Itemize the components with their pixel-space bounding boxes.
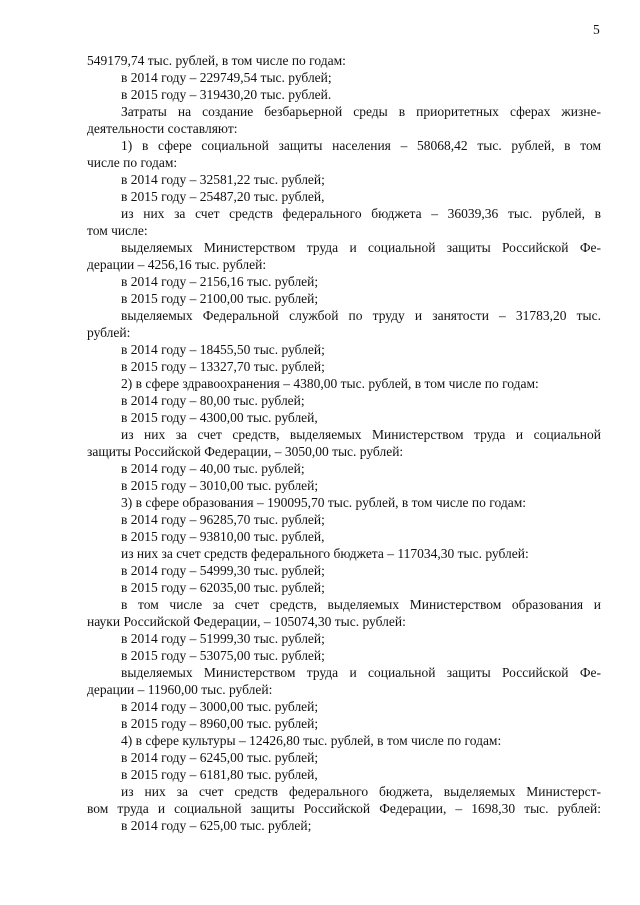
text-line: в 2015 году – 3010,00 тыс. рублей; bbox=[121, 478, 319, 493]
text-line: в 2014 году – 96285,70 тыс. рублей; bbox=[121, 512, 325, 527]
text-line: в 2015 году – 25487,20 тыс. рублей, bbox=[121, 189, 325, 204]
text-line: том числе: bbox=[87, 223, 148, 238]
text-line: числе по годам: bbox=[87, 155, 178, 170]
text-line: в 2014 году – 229749,54 тыс. рублей; bbox=[121, 70, 332, 85]
text-line: в 2014 году – 54999,30 тыс. рублей; bbox=[121, 563, 325, 578]
text-line: в 2014 году – 6245,00 тыс. рублей; bbox=[121, 750, 319, 765]
text-line: 549179,74 тыс. рублей, в том числе по годам: bbox=[87, 53, 346, 68]
text-line: в 2014 году – 40,00 тыс. рублей; bbox=[121, 461, 305, 476]
text-line: защиты Российской Федерации, – 3050,00 тыс. рублей: bbox=[87, 444, 404, 459]
text-line: в 2014 году – 18455,50 тыс. рублей; bbox=[121, 342, 325, 357]
text-line: в 2014 году – 3000,00 тыс. рублей; bbox=[121, 699, 319, 714]
text-line: в 2014 году – 625,00 тыс. рублей; bbox=[121, 818, 312, 833]
text-line: вом труда и социальной защиты Российской Федерации, – 1698,30 тыс. рублей: bbox=[87, 801, 601, 816]
text-line: дерации – 11960,00 тыс. рублей: bbox=[87, 682, 273, 697]
text-line: из них за счет средств федерального бюджета – 36039,36 тыс. рублей, в bbox=[121, 206, 601, 221]
text-line: 4) в сфере культуры – 12426,80 тыс. рублей, в том числе по годам: bbox=[121, 733, 502, 748]
text-line: 1) в сфере социальной защиты населения – 58068,42 тыс. рублей, в том bbox=[121, 138, 601, 153]
text-line: науки Российской Федерации, – 105074,30 тыс. рублей: bbox=[87, 614, 406, 629]
text-line: в 2015 году – 13327,70 тыс. рублей; bbox=[121, 359, 325, 374]
text-line: в 2015 году – 6181,80 тыс. рублей, bbox=[121, 767, 318, 782]
text-line: Затраты на создание безбарьерной среды в приоритетных сферах жизне- bbox=[121, 104, 601, 119]
text-line: в 2015 году – 53075,00 тыс. рублей; bbox=[121, 648, 325, 663]
text-line: из них за счет средств, выделяемых Министерством труда и социальной bbox=[121, 427, 601, 442]
text-line: в 2015 году – 4300,00 тыс. рублей, bbox=[121, 410, 318, 425]
text-line: в 2015 году – 8960,00 тыс. рублей; bbox=[121, 716, 319, 731]
text-line: в 2014 году – 80,00 тыс. рублей; bbox=[121, 393, 305, 408]
text-line: деятельности составляют: bbox=[87, 121, 238, 136]
text-line: выделяемых Министерством труда и социальной защиты Российской Фе- bbox=[121, 240, 601, 255]
text-line: в 2015 году – 62035,00 тыс. рублей; bbox=[121, 580, 325, 595]
text-line: выделяемых Федеральной службой по труду и занятости – 31783,20 тыс. bbox=[121, 308, 601, 323]
document-body bbox=[87, 52, 601, 834]
text-line: из них за счет средств федерального бюджета, выделяемых Министерст- bbox=[121, 784, 601, 799]
text-line: в 2015 году – 319430,20 тыс. рублей. bbox=[121, 87, 332, 102]
text-line: выделяемых Министерством труда и социальной защиты Российской Фе- bbox=[121, 665, 601, 680]
text-line: в 2014 году – 32581,22 тыс. рублей; bbox=[121, 172, 325, 187]
text-line: из них за счет средств федерального бюджета – 117034,30 тыс. рублей: bbox=[121, 546, 529, 561]
text-line: рублей: bbox=[87, 325, 131, 340]
text-line: в 2015 году – 93810,00 тыс. рублей, bbox=[121, 529, 325, 544]
text-line: в 2015 году – 2100,00 тыс. рублей; bbox=[121, 291, 319, 306]
text-line: 3) в сфере образования – 190095,70 тыс. рублей, в том числе по годам: bbox=[121, 495, 526, 510]
text-line: в 2014 году – 51999,30 тыс. рублей; bbox=[121, 631, 325, 646]
page-number: 5 bbox=[593, 22, 600, 37]
text-line: 2) в сфере здравоохранения – 4380,00 тыс. рублей, в том числе по годам: bbox=[121, 376, 539, 391]
text-line: в том числе за счет средств, выделяемых Министерством образования и bbox=[121, 597, 601, 612]
text-line: в 2014 году – 2156,16 тыс. рублей; bbox=[121, 274, 319, 289]
text-line: дерации – 4256,16 тыс. рублей: bbox=[87, 257, 267, 272]
